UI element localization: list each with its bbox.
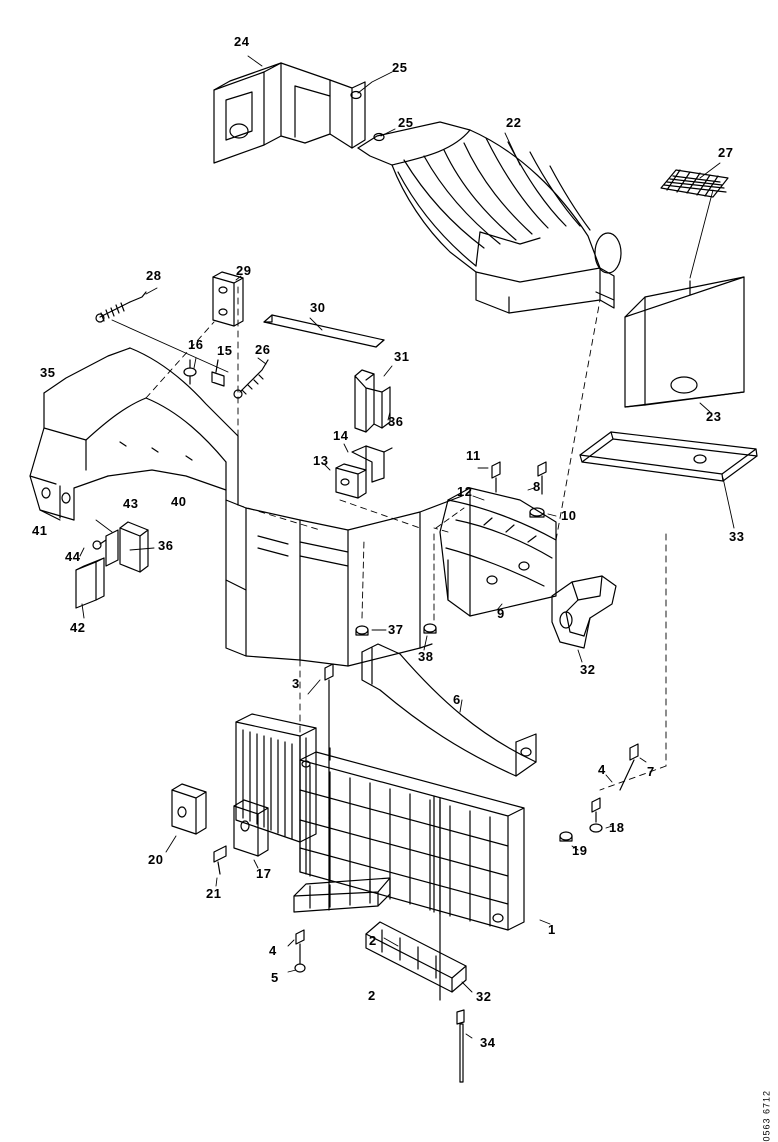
part-29-plate [213,272,243,326]
callout-25b: 25 [398,115,414,130]
callout-28: 28 [146,268,162,283]
callout-31: 31 [394,349,410,364]
callout-41: 41 [32,523,48,538]
part-23-panel [625,277,744,412]
callout-36: 36 [388,414,404,429]
callout-13: 13 [313,453,329,468]
callout-43: 43 [123,496,139,511]
callout-26: 26 [255,342,271,357]
callout-9: 9 [497,606,505,621]
fasteners-group-c [288,664,440,1003]
part-32-bracket [552,576,616,662]
callout-38: 38 [418,649,434,664]
callout-35: 35 [40,365,56,380]
drawing-number: 0563 6712 [762,1090,772,1142]
part-28-spring [96,288,228,372]
callout-18: 18 [609,820,625,835]
part-22-hood [358,122,621,313]
callout-6: 6 [453,692,461,707]
callout-34: 34 [480,1035,496,1050]
part-35-frame-rail [30,348,462,666]
callout-19: 19 [572,843,588,858]
callout-25: 25 [392,60,408,75]
callout-5: 5 [271,970,279,985]
callout-42: 42 [70,620,86,635]
part-1-radiator [236,714,550,930]
callout-12: 12 [457,484,473,499]
callout-23: 23 [706,409,722,424]
callout-8: 8 [533,479,541,494]
callout-24: 24 [234,34,250,49]
callout-3: 3 [292,676,300,691]
fasteners-group-d [560,744,646,850]
callout-22: 22 [506,115,522,130]
callout-14: 14 [333,428,349,443]
callout-37: 37 [388,622,404,637]
callout-29: 29 [236,263,252,278]
callout-33: 33 [729,529,745,544]
part-24-bracket [214,63,365,163]
callout-11: 11 [466,448,481,463]
callout-4: 4 [269,943,277,958]
part-27-screen [661,163,728,278]
part-6-support [362,644,536,776]
callout-32: 32 [580,662,596,677]
part-9-fender [440,488,556,616]
part-30-bar [264,315,384,347]
callout-36b: 36 [158,538,174,553]
callout-16: 16 [188,337,204,352]
part-13-14-brackets [324,444,392,498]
callout-10: 10 [561,508,577,523]
part-33-plate [580,432,757,790]
part-16-15-26 [184,358,268,398]
callout-27: 27 [718,145,734,160]
part-31-36-bracket [355,366,392,432]
callout-32b: 32 [476,989,492,1004]
callout-2b: 2 [368,988,376,1003]
part-43-44-42 [76,520,154,618]
callout-20: 20 [148,852,164,867]
callout-15: 15 [217,343,233,358]
callout-30: 30 [310,300,326,315]
callout-44: 44 [65,549,81,564]
callout-21: 21 [206,886,222,901]
fasteners-group-a [473,462,556,517]
callout-4b: 4 [598,762,606,777]
callout-40: 40 [171,494,187,509]
part-34-bolt [457,1010,472,1082]
callout-1: 1 [548,922,556,937]
callout-2: 2 [369,933,377,948]
callout-7: 7 [647,764,655,779]
callout-17: 17 [256,866,272,881]
part-20-17-21 [166,784,268,886]
